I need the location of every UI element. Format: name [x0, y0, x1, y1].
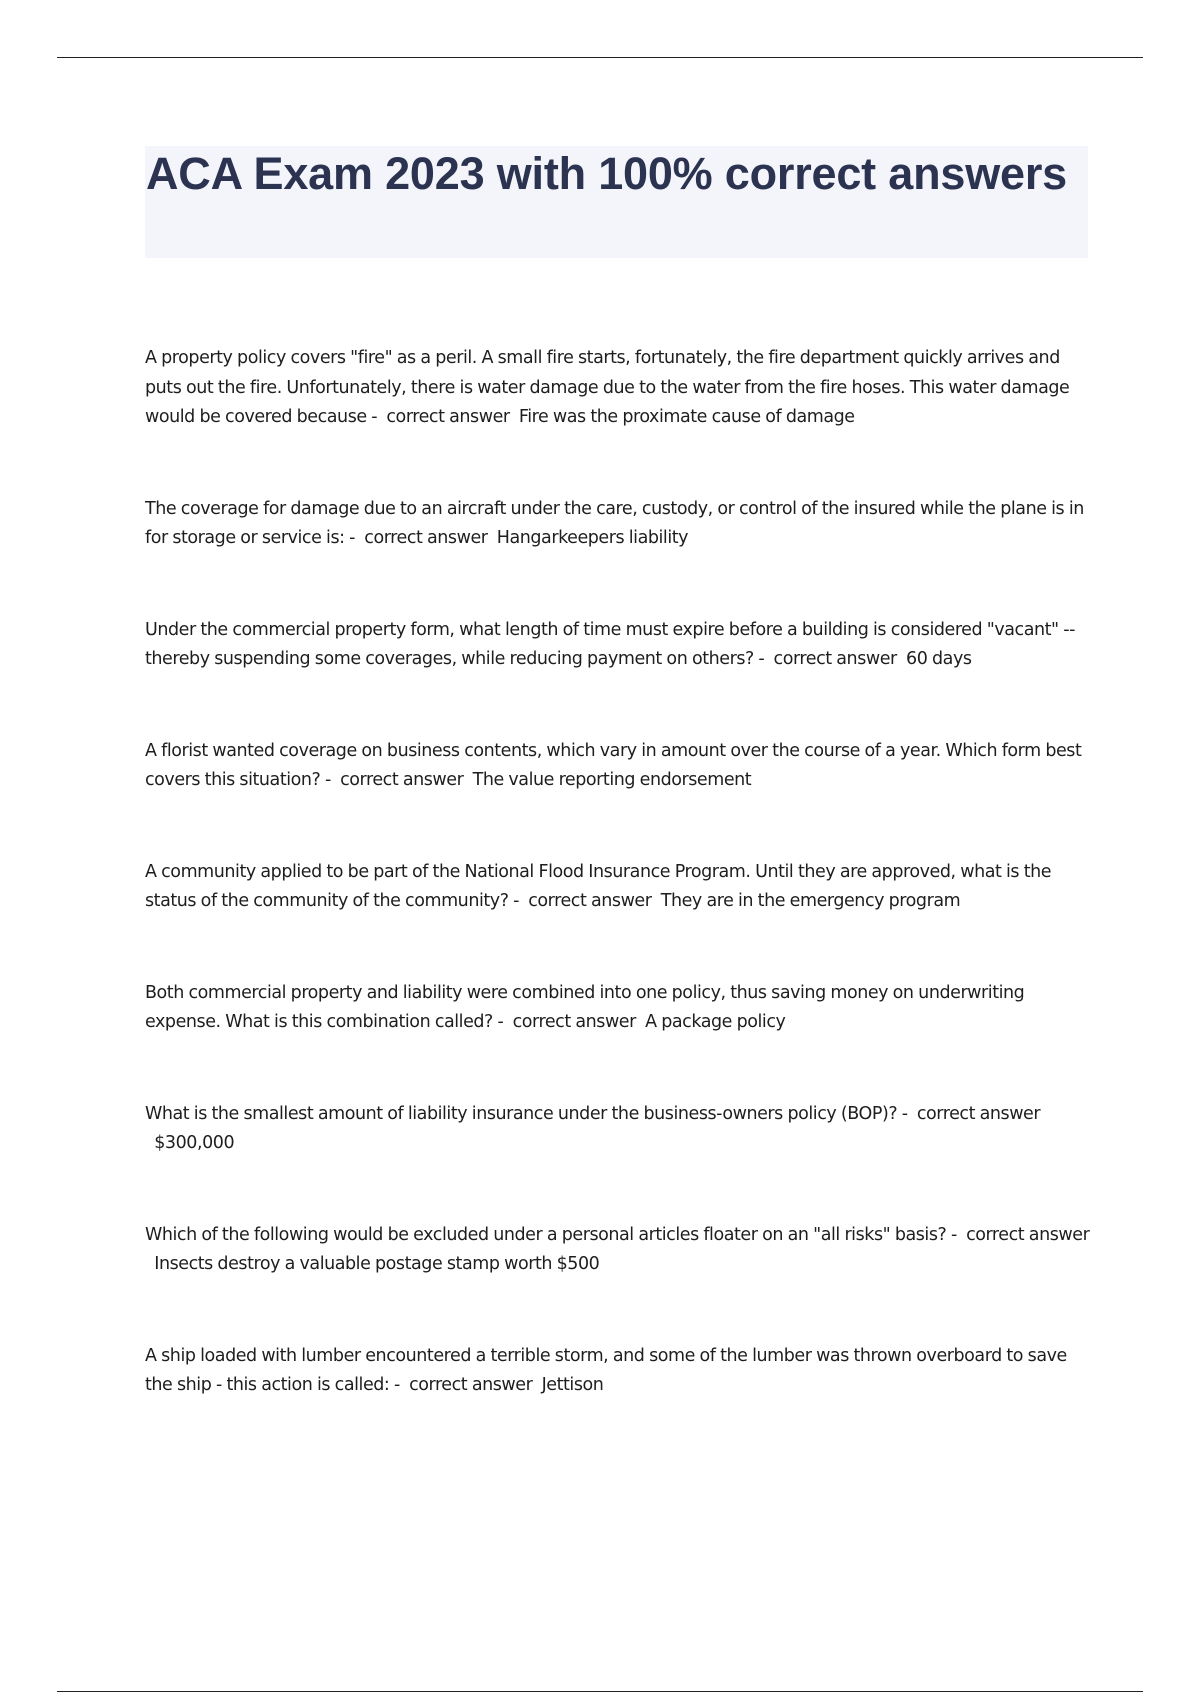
qa-item	[145, 979, 1090, 1038]
answer-text: Fire was the proximate cause of damage	[518, 407, 855, 427]
question-text: A florist wanted coverage on business contents, which vary in amount over the course of a year. Which form best covers this situation? -	[145, 740, 1082, 790]
answer-text: Hangarkeepers liability	[496, 528, 689, 548]
qa-item	[145, 1342, 1090, 1401]
qa-item	[145, 344, 1090, 433]
answer-text: 60 days	[906, 649, 972, 669]
qa-item	[145, 858, 1090, 917]
answer-text: They are in the emergency program	[660, 891, 961, 911]
answer-text: $300,000	[154, 1133, 235, 1153]
qa-item	[145, 495, 1090, 554]
answer-text: Insects destroy a valuable postage stamp worth $500	[154, 1254, 600, 1274]
title-block	[145, 146, 1088, 258]
answer-marker: correct answer	[966, 1224, 1090, 1245]
question-text: A ship loaded with lumber encountered a terrible storm, and some of the lumber was thrown overboard to save the ship - this action is called: -	[145, 1345, 1067, 1395]
answer-marker: correct answer	[512, 1012, 636, 1032]
document-title: ACA Exam 2023 with 100% correct answers	[146, 148, 1067, 199]
answer-marker: correct answer	[528, 891, 652, 911]
answer-text: Jettison	[541, 1375, 604, 1395]
answer-marker: correct answer	[364, 528, 488, 548]
bottom-rule	[57, 1691, 1143, 1692]
top-rule	[57, 57, 1143, 58]
answer-marker: correct answer	[409, 1375, 533, 1395]
answer-text: The value reporting endorsement	[472, 770, 752, 790]
question-text: Which of the following would be excluded under a personal articles floater on an "all risks" basis? -	[145, 1224, 957, 1245]
question-text: Both commercial property and liability were combined into one policy, thus saving money on underwriting expense. What is this combination called? -	[145, 982, 1025, 1032]
answer-marker: correct answer	[773, 649, 897, 669]
question-text: Under the commercial property form, what length of time must expire before a building is considered "vacant" -- thereby suspending some coverages, while reducing payment on others? -	[145, 619, 1075, 669]
answer-marker: correct answer	[386, 407, 510, 427]
answer-marker: correct answer	[340, 770, 464, 790]
qa-item	[145, 1221, 1090, 1280]
answer-marker: correct answer	[916, 1103, 1041, 1124]
question-text: A community applied to be part of the National Flood Insurance Program. Until they are approved, what is the status of the community of the community? -	[145, 861, 1052, 911]
question-text: A property policy covers "fire" as a peril. A small fire starts, fortunately, the fire department quickly arrives and puts out the fire. Unfortunately, there is water damage due to the water from the fire hoses. This water damage would be covered because -	[145, 348, 1070, 427]
question-text: What is the smallest amount of liability insurance under the business-owners policy (BOP)? -	[145, 1103, 908, 1124]
qa-item	[145, 616, 1090, 675]
qa-item	[145, 1100, 1090, 1159]
answer-text: A package policy	[645, 1012, 786, 1032]
qa-item	[145, 737, 1090, 796]
qa-list	[145, 344, 1090, 1463]
question-text: The coverage for damage due to an aircraft under the care, custody, or control of the insured while the plane is in for storage or service is: -	[145, 498, 1084, 548]
